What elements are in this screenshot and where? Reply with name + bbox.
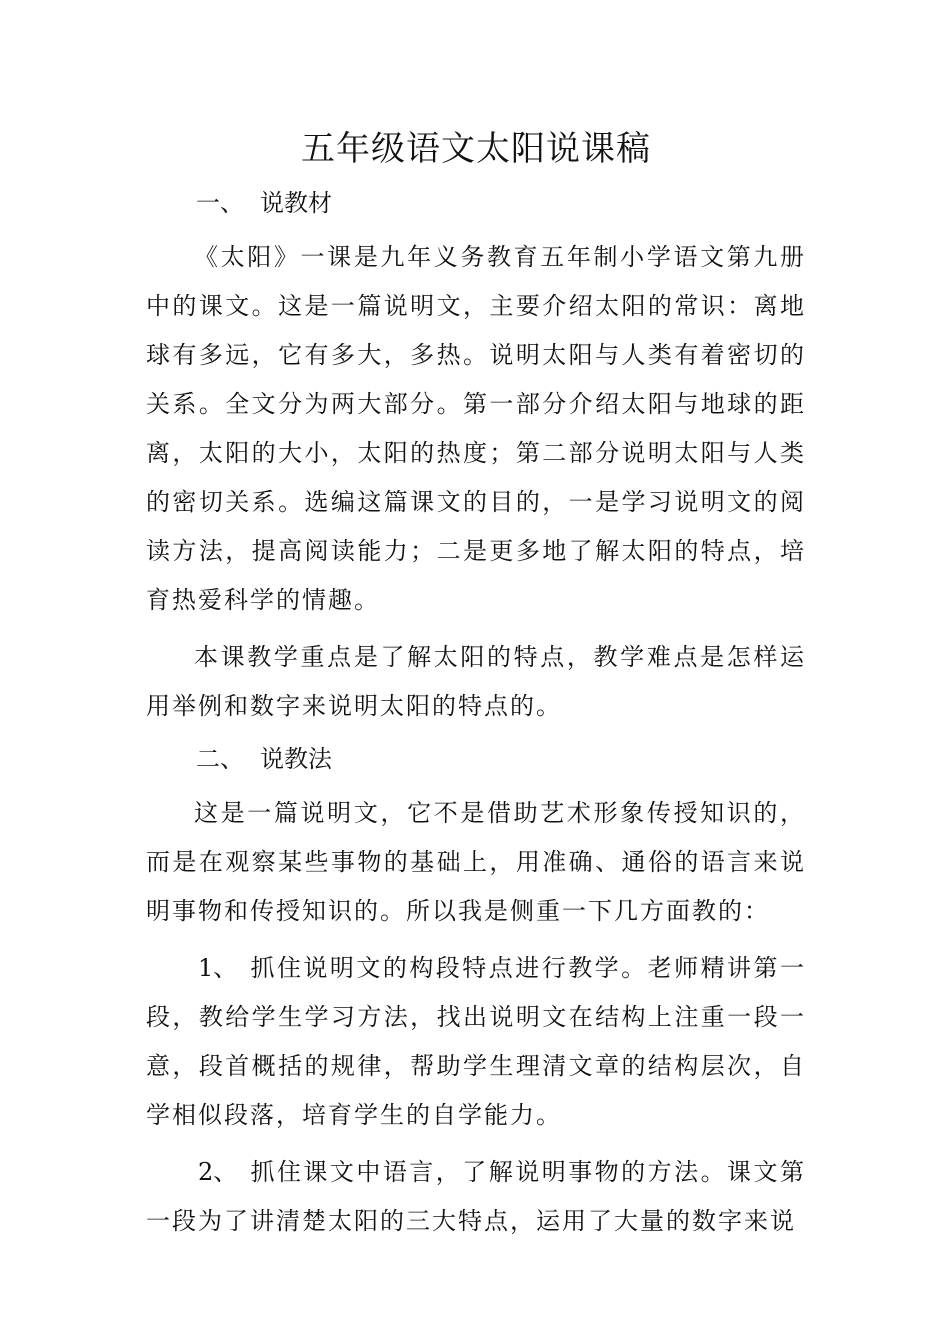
list-item	[146, 944, 806, 1140]
document-title: 五年级语文太阳说课稿	[301, 129, 651, 169]
list-item-text: 抓住课文中语言，了解说明事物的方法。课文第一段为了讲清楚太阳的三大特点，运用了大量的数字来说	[146, 1158, 806, 1235]
paragraph: 《太阳》一课是九年义务教育五年制小学语文第九册中的课文。这是一篇说明文，主要介绍太阳的常识：离地球有多远，它有多大，多热。说明太阳与人类有着密切的关系。全文分为两大部分。第一部分介绍太阳与地球的距离，太阳的大小，太阳的热度；第二部分说明太阳与人类的密切关系。选编这篇课文的目的，一是学习说明文的阅读方法，提高阅读能力；二是更多地了解太阳的特点，培育热爱科学的情趣。	[146, 243, 806, 614]
list-item-number: 2、	[198, 1158, 238, 1186]
section-heading-2	[146, 739, 806, 779]
section-number: 二、	[196, 745, 244, 773]
list-item-text: 抓住说明文的构段特点进行教学。老师精讲第一段，教给学生学习方法，找出说明文在结构上注重一段一意，段首概括的规律，帮助学生理清文章的结构层次，自学相似段落，培育学生的自学能力。	[146, 954, 806, 1129]
section-number: 一、	[196, 189, 244, 217]
paragraph: 这是一篇说明文，它不是借助艺术形象传授知识的，而是在观察某些事物的基础上，用准确、通俗的语言来说明事物和传授知识的。所以我是侧重一下几方面教的：	[146, 799, 806, 925]
section-heading-1	[146, 183, 806, 223]
document-page	[146, 125, 806, 1254]
paragraph: 本课教学重点是了解太阳的特点，教学难点是怎样运用举例和数字来说明太阳的特点的。	[146, 643, 806, 720]
list-item	[146, 1148, 806, 1246]
list-item-number: 1、	[198, 954, 238, 982]
section-heading-text: 说教法	[260, 745, 332, 773]
section-heading-text: 说教材	[260, 189, 332, 217]
